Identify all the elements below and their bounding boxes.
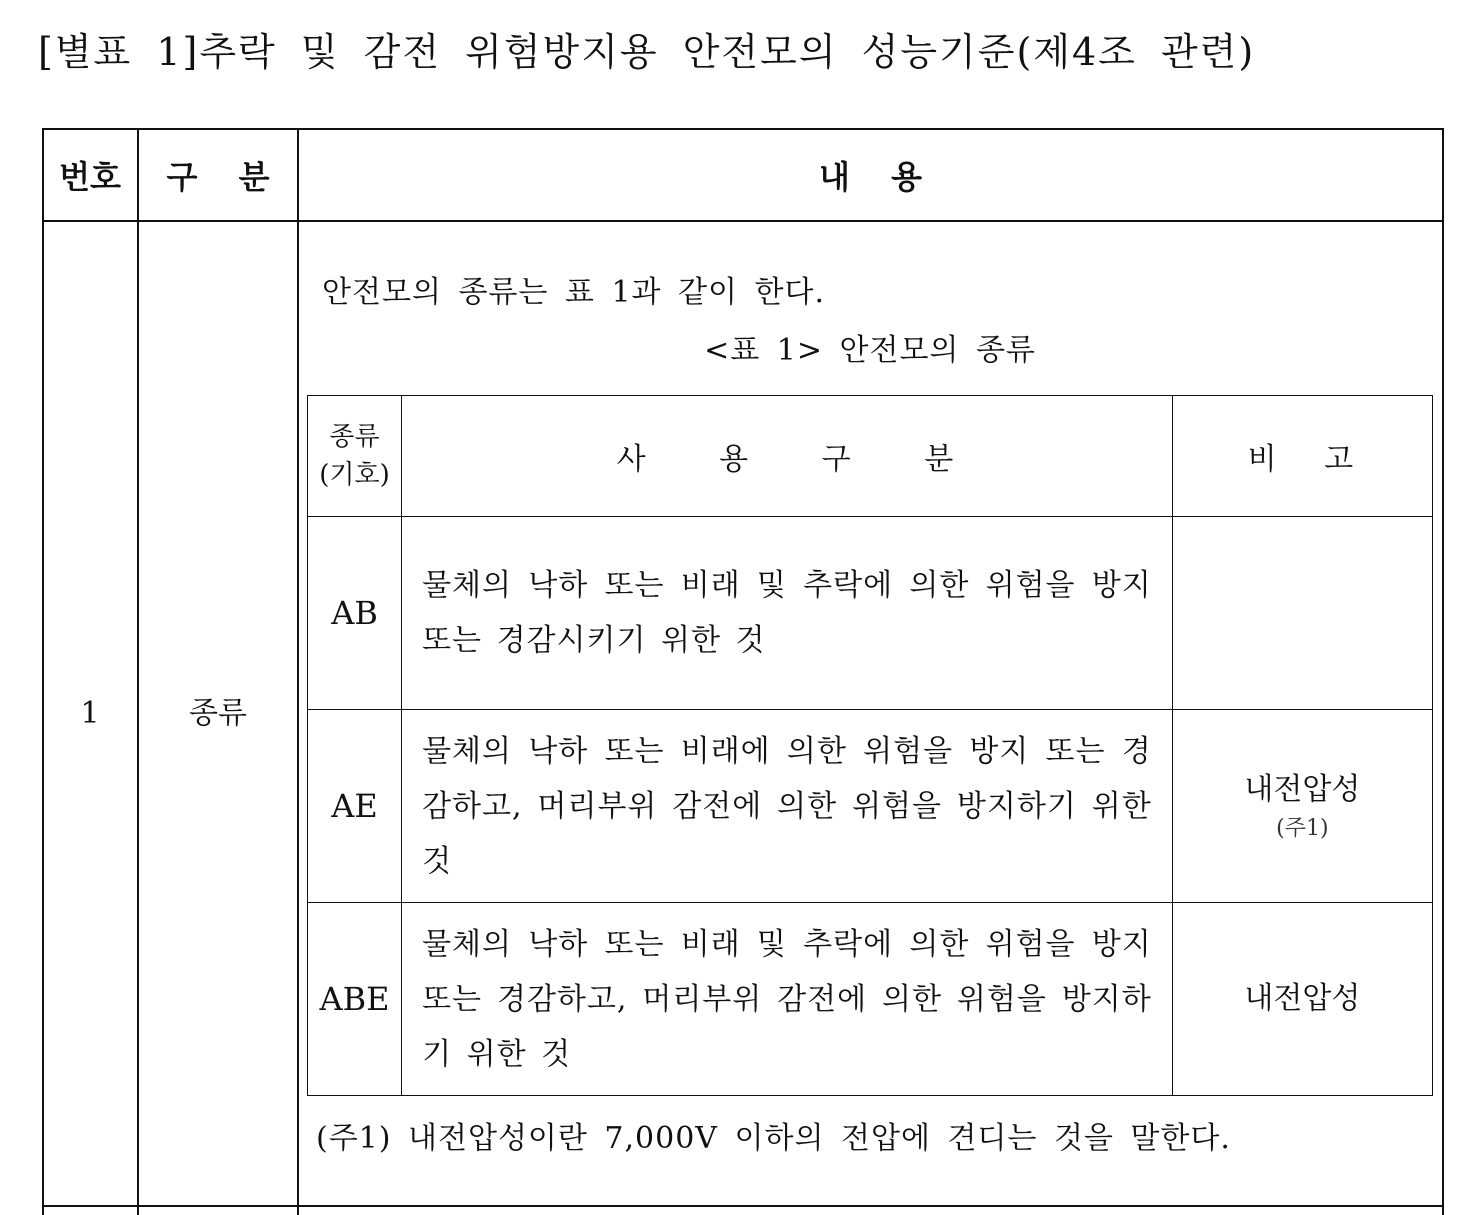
header-category: 구 분: [166, 158, 270, 196]
note-cell: [1172, 710, 1432, 903]
footnote: (주1) 내전압성이란 7,000V 이하의 전압에 견디는 것을 말한다.: [316, 1121, 1231, 1156]
content-intro: 안전모의 종류는 표 1과 같이 한다.: [322, 275, 826, 310]
document-title: [별표 1]추락 및 감전 위험방지용 안전모의 성능기준(제4조 관련): [38, 30, 1256, 74]
table-left-border: [42, 128, 44, 1215]
table-row: [308, 710, 1433, 903]
use-description: 물체의 낙하 또는 비래 및 추락에 의한 위험을 방지 또는 경감하고, 머리부위 감전에 의한 위험을 방지하기 위한 것: [402, 903, 1173, 1096]
header-content: 내 용: [819, 158, 922, 196]
col-divider-2: [297, 128, 299, 1215]
note-cell: [1172, 517, 1432, 710]
header-number: 번호: [59, 158, 121, 196]
note-footnote-ref: (주1): [1276, 816, 1329, 841]
table-right-border: [1442, 128, 1444, 1215]
use-description: 물체의 낙하 또는 비래 및 추락에 의한 위험을 방지 또는 경감시키기 위한 것: [402, 517, 1173, 710]
inner-header-row: [308, 396, 1433, 517]
header-bottom-border: [42, 220, 1443, 222]
note-text: 내전압성: [1244, 772, 1361, 807]
table-row: [308, 517, 1433, 710]
note-text: 내전압성: [1244, 981, 1361, 1016]
inner-header-type-line1: 종류: [329, 422, 380, 452]
type-code: ABE: [308, 903, 402, 1096]
inner-header-type-line2: (기호): [319, 460, 390, 490]
type-code: AB: [308, 517, 402, 710]
inner-header-type: [308, 396, 402, 517]
col-divider-1: [137, 128, 139, 1215]
row1-bottom-border: [42, 1205, 1443, 1207]
row1-category: 종류: [189, 696, 247, 731]
inner-header-use: 사 용 구 분: [402, 396, 1173, 517]
table-row: [308, 903, 1433, 1096]
inner-header-note: 비 고: [1172, 396, 1432, 517]
table-caption: <표 1> 안전모의 종류: [704, 333, 1036, 368]
type-code: AE: [308, 710, 402, 903]
use-description: 물체의 낙하 또는 비래에 의한 위험을 방지 또는 경감하고, 머리부위 감전에 의한 위험을 방지하기 위한 것: [402, 710, 1173, 903]
note-cell: [1172, 903, 1432, 1096]
row1-number: 1: [80, 696, 100, 731]
helmet-type-table: [307, 395, 1433, 1096]
table-top-border: [42, 128, 1443, 130]
